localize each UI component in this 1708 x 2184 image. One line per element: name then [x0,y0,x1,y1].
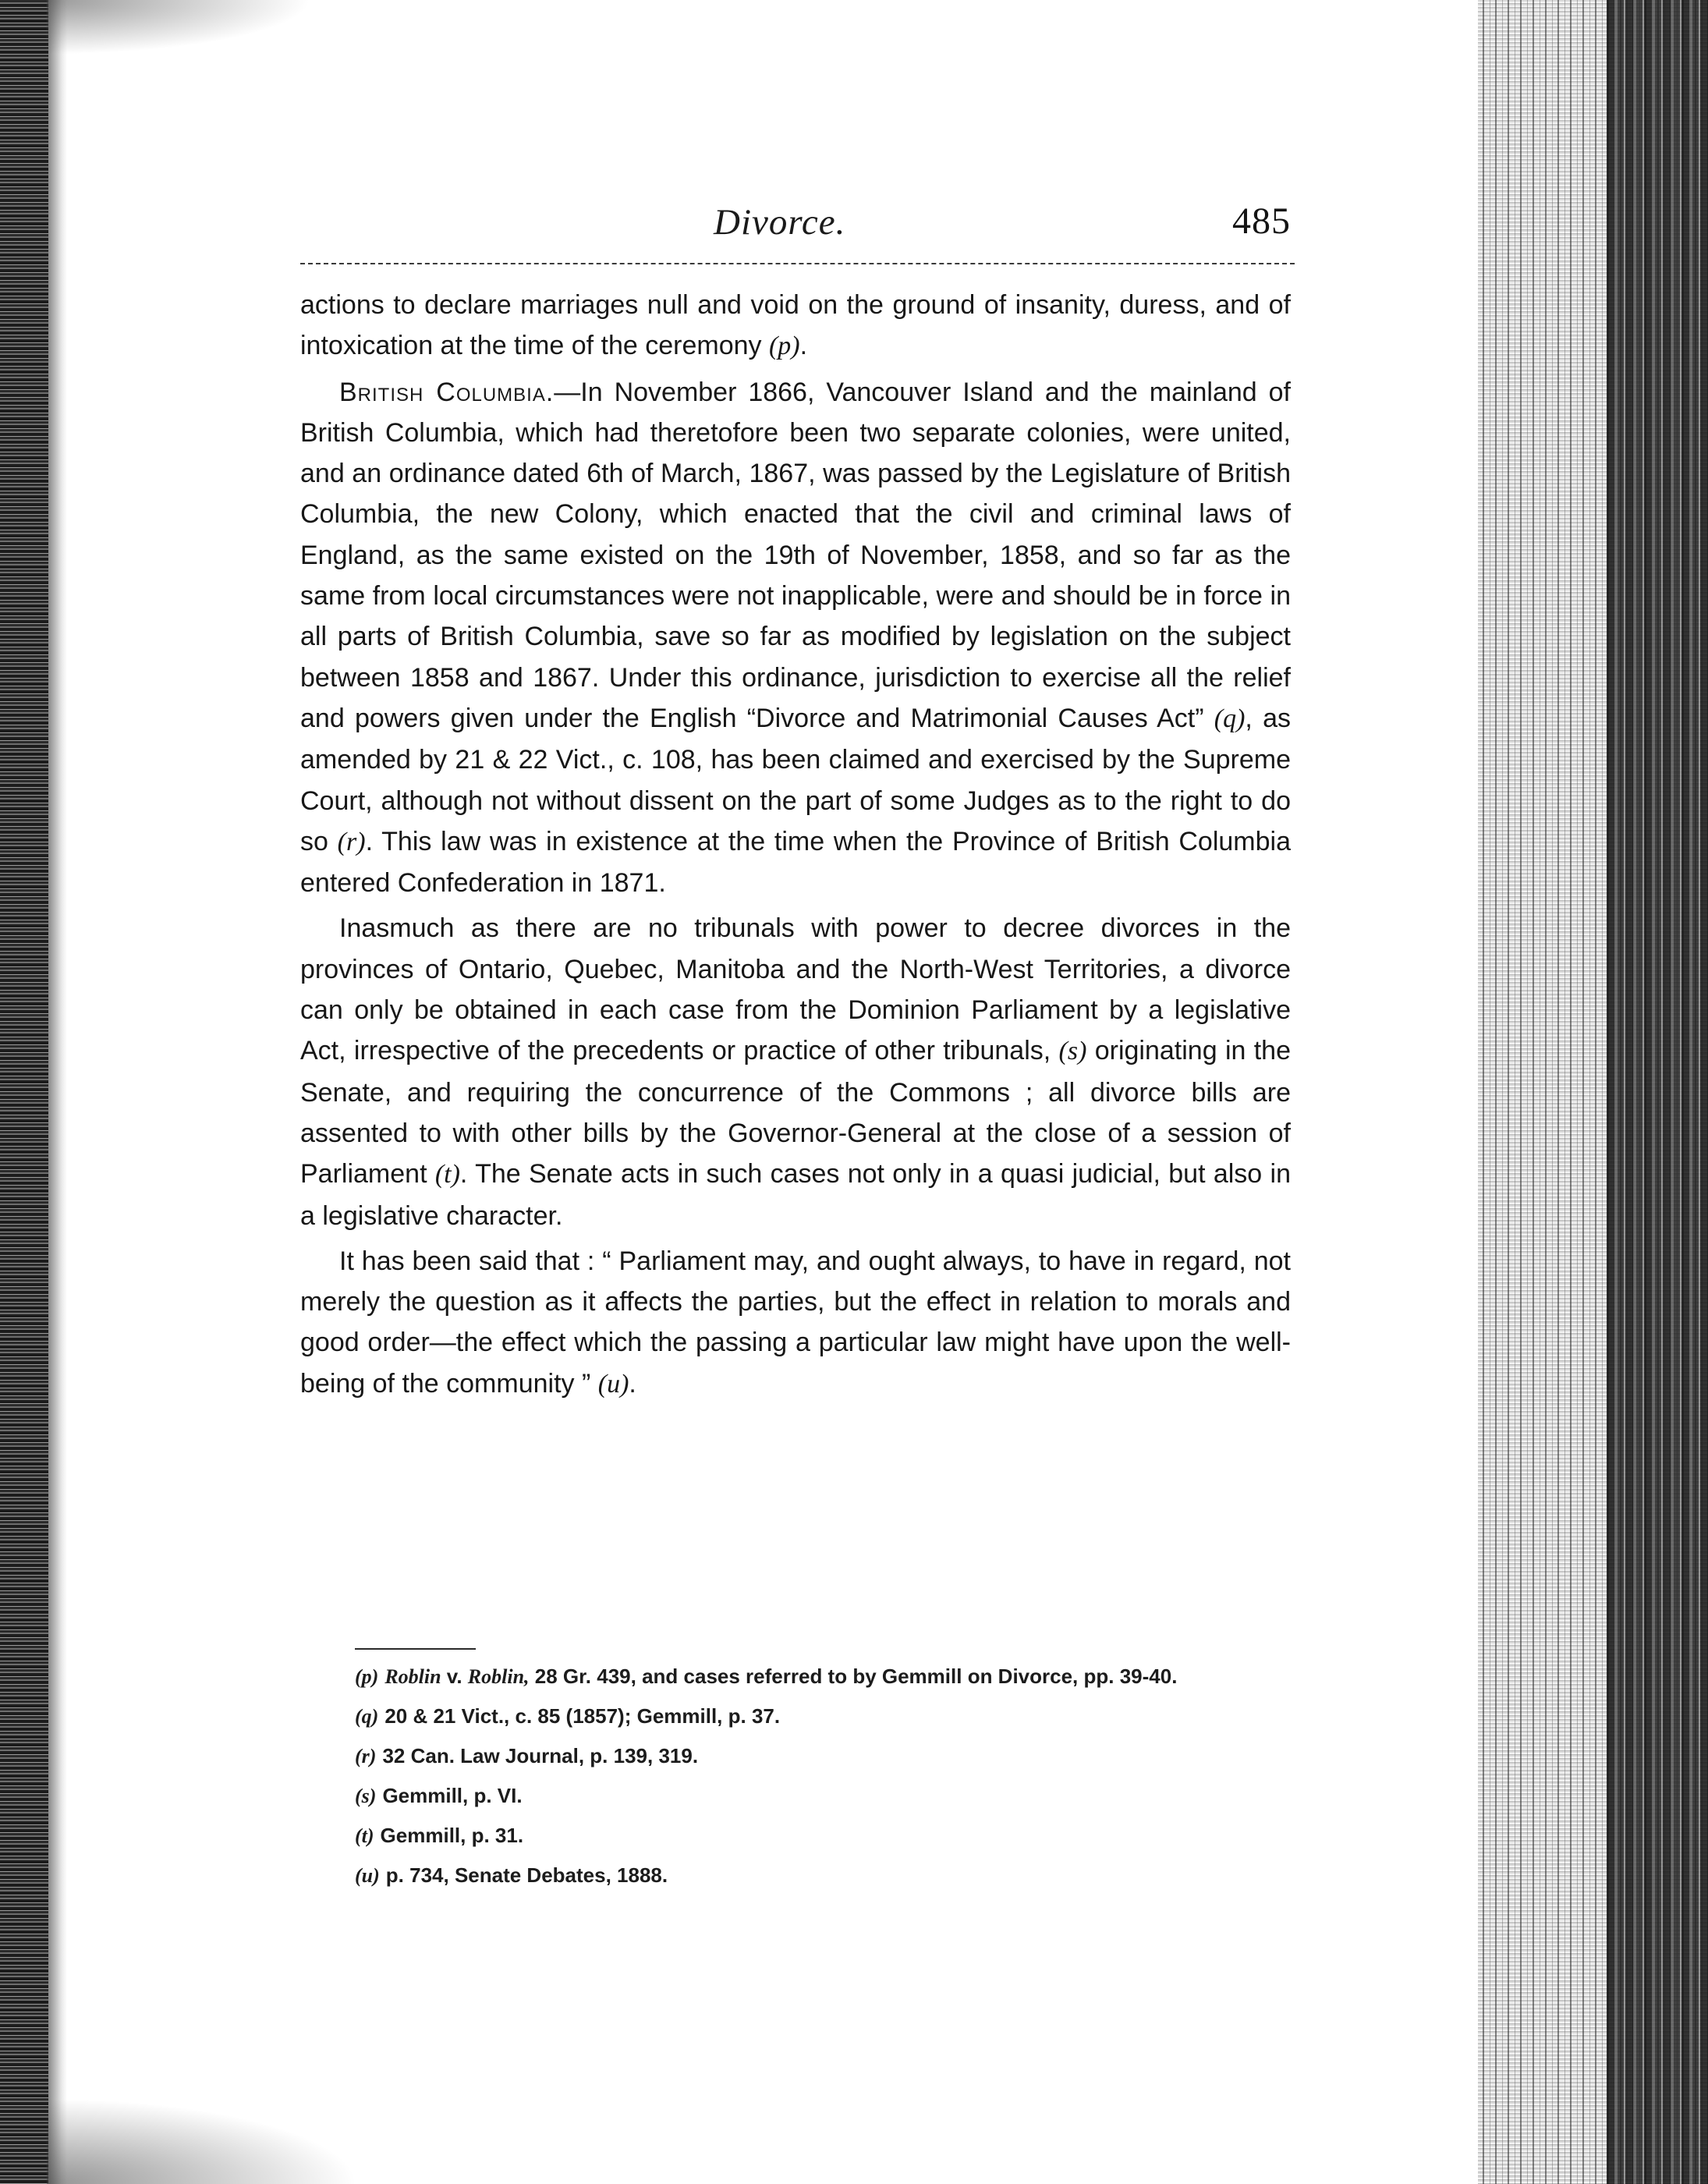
case-versus: v. [441,1665,468,1688]
footnote-mark: (q) [355,1705,379,1728]
paragraph-4-text: It has been said that : “ Parliament may, and ought always, to have in regard, not merely the question as it affects the parties, but the effect in relation to morals and good order—the effect which the passing a particular law might have upon the well-being of the community ” [300,1246,1291,1399]
footnote-ref-s: (s) [1058,1037,1087,1066]
footnote-t [300,1822,1291,1849]
footnote-u [300,1862,1291,1889]
footnote-text: 28 Gr. 439, and cases referred to by Gemmill on Divorce, pp. 39-40. [529,1665,1178,1688]
footnotes [300,1663,1291,1902]
footnote-q [300,1703,1291,1730]
paragraph-2-text-1: —In November 1866, Vancouver Island and the mainland of British Columbia, which had theretofore been two separate colonies, were united, and an ordinance dated 6th of March, 1867, was passed by the Legislature of British Columbia, the new Colony, which enacted that the civil and criminal laws of England, as the same existed on the 19th of November, 1858, and so far as the same from local circumstances were not inapplicable, were and should be in force in all parts of British Columbia, save so far as modified by legislation on the subject between 1858 and 1867. Under this ordinance, jurisdiction to exercise all the relief and powers given under the English “Divorce and Matrimonial Causes Act” [300,377,1291,733]
page-header [300,193,1291,256]
running-head: Divorce. [714,202,846,243]
paragraph-1-end: . [799,331,808,361]
footnote-text: 20 & 21 Vict., c. 85 (1857); Gemmill, p. 37. [384,1704,781,1728]
footnote-ref-u: (u) [597,1369,629,1399]
header-rule [300,263,1295,264]
footnote-mark: (u) [355,1864,380,1887]
case-party-2: Roblin, [467,1665,530,1688]
footnote-text: Gemmill, p. 31. [380,1824,524,1847]
case-party-1: Roblin [384,1665,441,1688]
footnote-mark: (t) [355,1824,374,1847]
paragraph-1-text: actions to declare marriages null and void on the ground of insanity, duress, and of intoxication at the time of the ceremony [300,290,1291,361]
footnote-text: Gemmill, p. VI. [382,1784,523,1807]
paragraph-3-text-1: Inasmuch as there are no tribunals with power to decree divorces in the provinces of Ontario, Quebec, Manitoba and the North-West Territories, a divorce can only be obtained in each case from the Dominion Parliament by a legislative Act, irrespective of the precedents or practice of other tribunals, [300,913,1291,1066]
footnote-s [300,1782,1291,1810]
paragraph-2-text-3: . This law was in existence at the time when the Province of British Columbia entered Confederation in 1871. [300,826,1291,899]
paragraph-4-end: . [629,1368,636,1399]
footnote-r [300,1743,1291,1770]
footnote-ref-p: (p) [768,332,800,361]
section-lead-british-columbia: British Columbia. [339,377,555,407]
paragraph-2-text-2: , as amended by 21 & 22 Vict., c. 108, has been claimed and exercised by the Supreme Court, although not without dissent on the part of some Judges as to the right to do so [300,703,1291,856]
footnote-rule [355,1648,476,1650]
footnote-p [300,1663,1291,1690]
main-text [300,285,1291,1405]
footnote-mark: (r) [355,1745,377,1767]
paragraph-british-columbia [300,372,1291,904]
footnote-text: p. 734, Senate Debates, 1888. [385,1863,668,1887]
page-number: 485 [1232,200,1291,242]
paragraph-3-text-2: originating in the Senate, and requiring the concurrence of the Commons ; all divorce bills are assented to with other bills by the Governor-General at the close of a session of Parliament [300,1036,1291,1190]
footnote-ref-r: (r) [337,827,366,856]
footnote-ref-q: (q) [1214,704,1246,733]
footnote-text: 32 Can. Law Journal, p. 139, 319. [382,1744,699,1767]
paragraph-inasmuch [300,908,1291,1236]
footnote-ref-t: (t) [434,1160,460,1190]
footnote-mark: (s) [355,1785,377,1807]
paragraph-3-text-3: . The Senate acts in such cases not only in a quasi judicial, but also in a legislative character. [300,1159,1291,1231]
paragraph-parliament-quote [300,1241,1291,1405]
paragraph-1 [300,285,1291,367]
footnote-mark: (p) [355,1665,379,1688]
